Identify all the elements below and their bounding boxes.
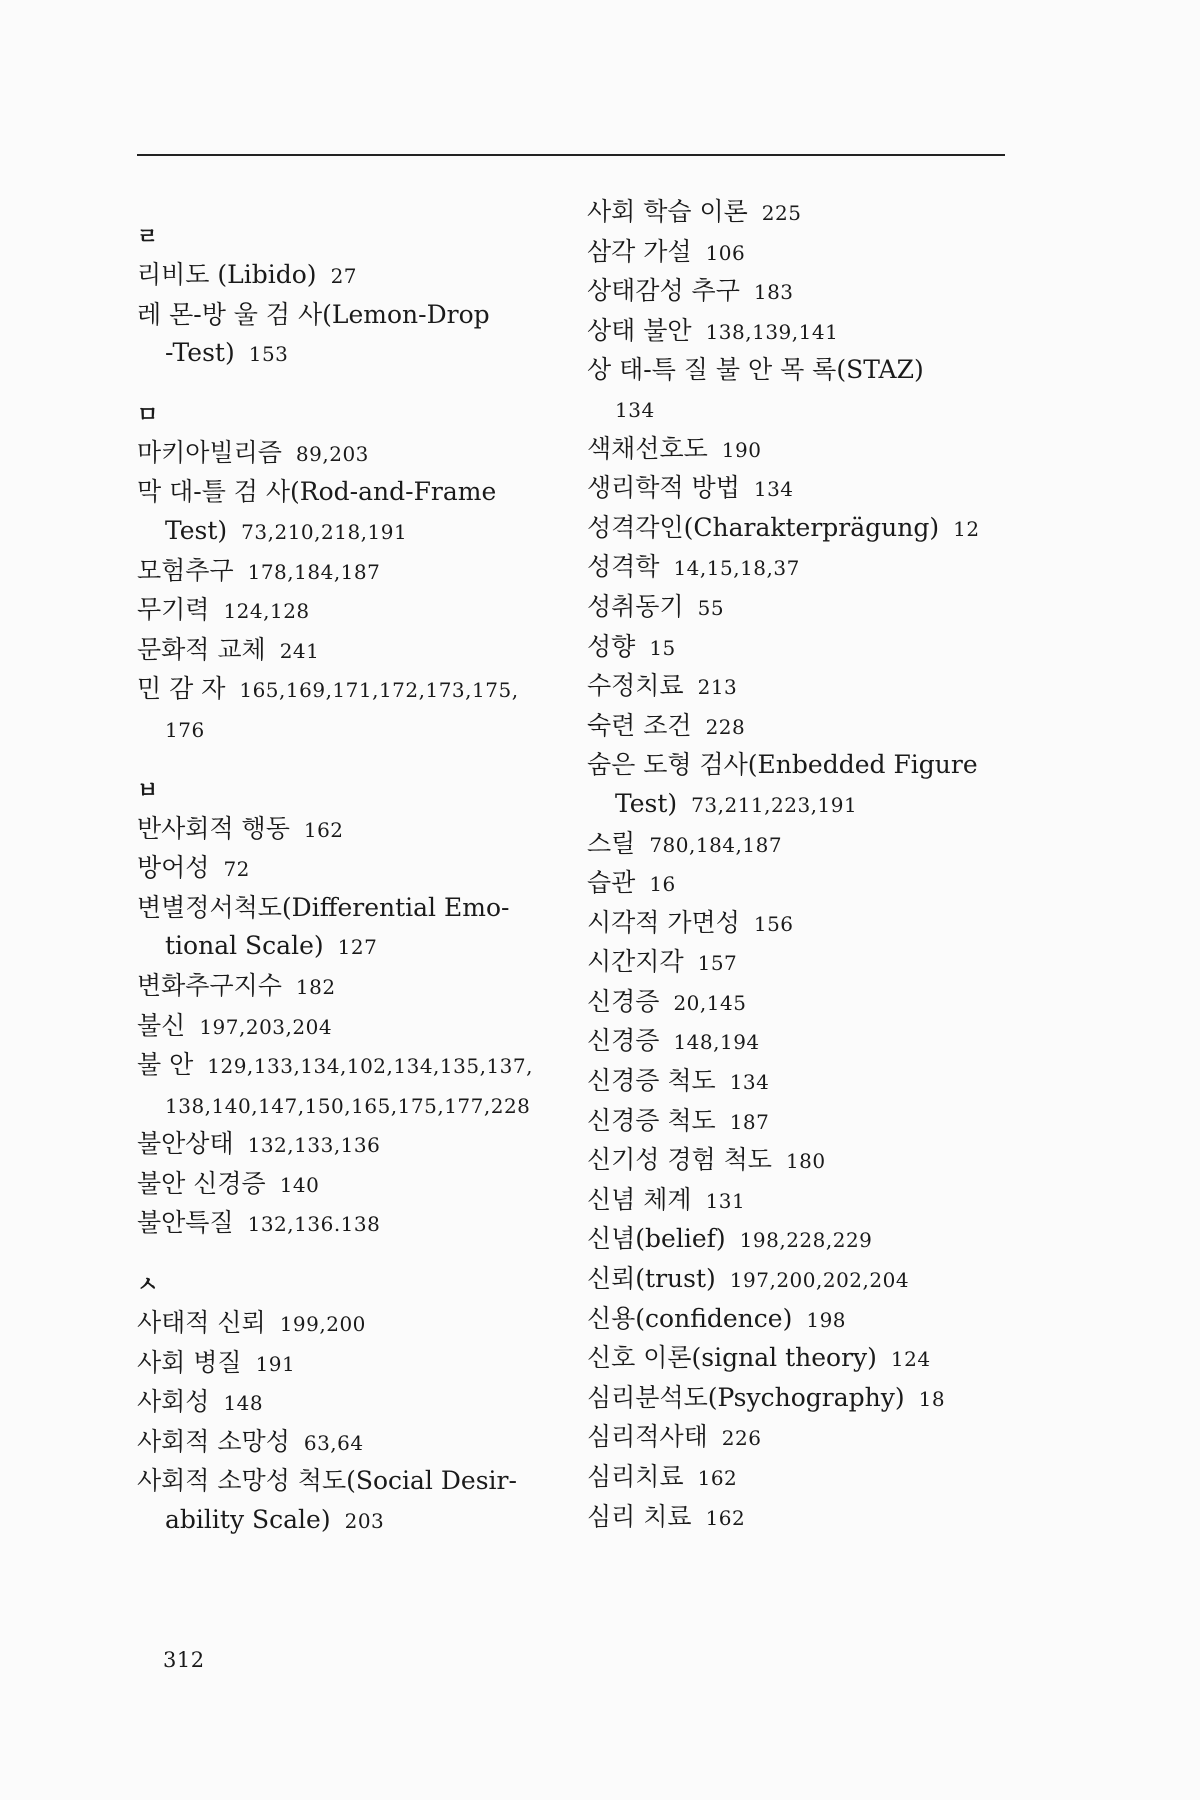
index-entry <box>137 670 577 749</box>
index-pages: 187 <box>729 1109 770 1134</box>
index-pages: 138,140,147,150,165,175,177,228 <box>165 1093 531 1118</box>
index-pages-continuation <box>587 390 1017 430</box>
index-entry <box>137 1462 577 1540</box>
index-term: 습관 <box>587 868 636 898</box>
index-term: 사회 병질 <box>137 1347 242 1377</box>
index-term: 리비도 (Libido) <box>137 260 317 289</box>
index-pages: 182 <box>295 974 336 999</box>
index-pages: 132,136.138 <box>247 1212 381 1237</box>
index-term: 생리학적 방법 <box>587 473 740 503</box>
index-pages: 198 <box>806 1307 847 1332</box>
index-term-continuation-text: ability Scale) <box>165 1505 331 1535</box>
index-term: 신경증 <box>587 1026 660 1056</box>
index-entry <box>137 1383 577 1423</box>
index-term: 문화적 교체 <box>137 634 266 664</box>
index-pages-continuation <box>137 1086 577 1126</box>
index-entry <box>587 1339 1017 1379</box>
index-entry <box>137 473 577 551</box>
index-entry <box>137 1046 577 1125</box>
index-term: 신경증 <box>587 986 660 1016</box>
index-entry <box>137 1165 577 1205</box>
index-pages: 12 <box>953 516 980 541</box>
index-entry <box>587 1498 1017 1538</box>
index-term: 불안 신경증 <box>137 1168 266 1198</box>
index-term: 신경증 척도 <box>587 1105 716 1135</box>
index-entry <box>137 631 577 671</box>
index-entry <box>587 233 1017 273</box>
index-term: 사태적 신뢰 <box>137 1308 266 1338</box>
top-rule <box>137 154 1005 156</box>
index-entry <box>587 272 1017 312</box>
index-entry <box>137 256 577 296</box>
index-term: 사회 학습 이론 <box>587 197 748 226</box>
index-pages: 138,139,141 <box>705 319 839 344</box>
right-column <box>587 193 1017 1537</box>
index-term-continuation <box>137 1501 577 1541</box>
index-pages: 197,203,204 <box>199 1014 333 1039</box>
index-term: 신념(belief) <box>587 1224 726 1254</box>
index-term: 불안상태 <box>137 1129 234 1159</box>
index-term: 상태감성 추구 <box>587 276 740 306</box>
index-pages: 162 <box>697 1466 738 1490</box>
index-pages: 203 <box>344 1509 385 1534</box>
index-entry <box>137 591 577 631</box>
index-entry <box>587 943 1017 983</box>
index-pages: 14,15,18,37 <box>673 556 800 581</box>
index-pages: 106 <box>705 240 746 265</box>
index-entry <box>587 1141 1017 1181</box>
index-term: 성격학 <box>587 552 660 582</box>
index-entry <box>587 707 1017 747</box>
index-entry <box>137 1423 577 1463</box>
index-pages: 20,145 <box>673 990 747 1015</box>
index-pages: 134 <box>753 477 794 502</box>
index-entry <box>587 588 1017 628</box>
index-term-continuation <box>137 512 577 552</box>
index-pages: 134 <box>729 1070 770 1095</box>
index-pages: 241 <box>279 638 320 663</box>
index-entry <box>587 312 1017 352</box>
index-entry <box>137 552 577 592</box>
index-term: 숨은 도형 검사(Enbedded Figure <box>587 750 978 780</box>
index-term: 신념 체계 <box>587 1184 692 1214</box>
index-term-continuation-text: -Test) <box>165 338 235 368</box>
index-pages: 63,64 <box>303 1430 364 1455</box>
index-term-continuation <box>587 785 1017 825</box>
index-pages: 165,169,171,172,173,175, <box>239 678 519 703</box>
index-pages: 191 <box>255 1351 296 1376</box>
index-entry <box>137 1125 577 1165</box>
page-number: 312 <box>163 1648 205 1672</box>
index-term: 사회성 <box>137 1387 210 1417</box>
index-term-continuation-text: tional Scale) <box>165 931 324 961</box>
index-pages: 162 <box>705 1505 746 1530</box>
index-term: 숙련 조건 <box>587 710 692 740</box>
index-pages: 72 <box>223 857 250 882</box>
index-term: 사회적 소망성 척도(Social Desir- <box>137 1466 517 1496</box>
index-entry <box>587 193 1017 233</box>
index-entry <box>587 1300 1017 1340</box>
index-term: 성취동기 <box>587 591 684 621</box>
index-pages: 176 <box>165 717 205 742</box>
index-pages: 27 <box>330 264 358 288</box>
index-pages: 226 <box>721 1426 762 1451</box>
index-pages: 16 <box>649 872 676 897</box>
index-entry <box>587 1418 1017 1458</box>
index-entry <box>587 746 1017 824</box>
index-pages: 190 <box>721 437 762 462</box>
index-pages: 183 <box>753 280 794 305</box>
index-term: 불신 <box>137 1010 186 1040</box>
index-entry <box>137 1007 577 1047</box>
index-term-continuation-text: Test) <box>615 788 678 818</box>
index-term: 시간지각 <box>587 947 684 977</box>
index-pages: 124,128 <box>223 599 310 624</box>
index-pages: 199,200 <box>279 1312 366 1337</box>
index-entry <box>137 296 577 374</box>
index-entry <box>137 1344 577 1384</box>
index-term: 무기력 <box>137 595 210 625</box>
index-pages: 228 <box>705 714 746 739</box>
index-pages: 131 <box>705 1188 746 1213</box>
index-pages: 134 <box>615 397 655 422</box>
index-pages: 153 <box>248 342 289 367</box>
index-term: 불안특질 <box>137 1208 234 1238</box>
index-term: 변별정서척도(Differential Emo- <box>137 892 510 922</box>
index-term: 시각적 가면성 <box>587 907 740 937</box>
index-term: 신용(confidence) <box>587 1303 793 1333</box>
index-entry <box>587 1062 1017 1102</box>
index-pages: 213 <box>697 675 738 700</box>
index-term: 심리 치료 <box>587 1501 692 1531</box>
index-term: 모험추구 <box>137 555 234 585</box>
section-letter: ㅁ <box>137 401 159 428</box>
index-term: 수정치료 <box>587 671 684 701</box>
index-pages: 15 <box>649 635 676 660</box>
index-term: 사회적 소망성 <box>137 1426 290 1456</box>
index-entry <box>587 1260 1017 1300</box>
index-entry <box>587 1458 1017 1498</box>
index-term: 상 태-특 질 불 안 목 록(STAZ) <box>587 355 924 385</box>
index-pages: 198,228,229 <box>739 1228 873 1253</box>
index-entry <box>137 1204 577 1244</box>
index-entry <box>137 434 577 474</box>
index-entry <box>587 628 1017 668</box>
index-term-continuation <box>137 334 577 374</box>
index-pages: 73,210,218,191 <box>241 519 408 544</box>
index-term: 신뢰(trust) <box>587 1264 716 1294</box>
index-entry <box>137 810 577 850</box>
index-pages: 178,184,187 <box>247 559 381 584</box>
index-entry <box>587 864 1017 904</box>
index-pages: 140 <box>279 1172 320 1197</box>
index-entry <box>137 889 577 967</box>
index-pages-continuation <box>137 710 577 750</box>
section-letter: ㅅ <box>137 1272 159 1299</box>
index-term-continuation-text: Test) <box>165 515 228 545</box>
index-entry <box>137 1304 577 1344</box>
index-entry <box>587 548 1017 588</box>
index-term: 심리치료 <box>587 1462 684 1491</box>
index-pages: 148,194 <box>673 1030 760 1055</box>
index-entry <box>587 509 1017 549</box>
index-entry <box>587 1220 1017 1260</box>
index-term: 방어성 <box>137 853 210 883</box>
index-pages: 780,184,187 <box>649 832 783 857</box>
index-pages: 18 <box>918 1386 946 1411</box>
index-entry <box>587 667 1017 707</box>
index-entry <box>587 1102 1017 1142</box>
left-column <box>137 182 577 1541</box>
index-entry <box>137 849 577 889</box>
index-pages: 55 <box>697 595 725 620</box>
index-term: 민 감 자 <box>137 674 226 704</box>
index-term: 막 대-틀 검 사(Rod-and-Frame <box>137 477 497 507</box>
index-term: 스릴 <box>587 828 636 858</box>
index-entry <box>587 1181 1017 1221</box>
index-term: 반사회적 행동 <box>137 813 290 843</box>
index-pages: 225 <box>761 201 802 225</box>
index-pages: 89,203 <box>295 441 369 466</box>
index-term: 레 몬-방 울 검 사(Lemon-Drop <box>137 299 490 329</box>
section-letter: ㅂ <box>137 777 159 804</box>
index-entry <box>587 1379 1017 1419</box>
index-term: 성향 <box>587 631 636 661</box>
index-pages: 197,200,202,204 <box>729 1268 910 1293</box>
index-term-continuation <box>137 927 577 967</box>
index-term: 불 안 <box>137 1050 194 1080</box>
index-pages: 148 <box>223 1391 264 1416</box>
index-term: 색채선호도 <box>587 433 708 463</box>
index-entry <box>587 469 1017 509</box>
index-term: 심리적사태 <box>587 1422 708 1452</box>
section-letter: ㄹ <box>137 224 159 250</box>
index-term: 신기성 경험 척도 <box>587 1145 772 1175</box>
index-pages: 127 <box>337 935 378 960</box>
index-term: 신경증 척도 <box>587 1066 716 1096</box>
index-term: 신호 이론(signal theory) <box>587 1343 877 1373</box>
index-entry <box>587 430 1017 470</box>
index-term: 성격각인(Charakterprägung) <box>587 512 940 542</box>
index-pages: 132,133,136 <box>247 1133 381 1158</box>
index-pages: 73,211,223,191 <box>691 792 858 817</box>
index-pages: 180 <box>785 1149 826 1174</box>
index-term: 삼각 가설 <box>587 236 692 266</box>
index-entry <box>587 825 1017 865</box>
index-pages: 124 <box>890 1347 931 1372</box>
index-term: 상태 불안 <box>587 315 692 345</box>
index-pages: 129,133,134,102,134,135,137, <box>207 1054 533 1079</box>
index-pages: 162 <box>303 817 344 842</box>
index-term: 심리분석도(Psychography) <box>587 1382 905 1412</box>
index-entry <box>587 351 1017 429</box>
index-pages: 156 <box>753 911 794 936</box>
index-entry <box>137 967 577 1007</box>
index-pages: 157 <box>697 951 738 976</box>
index-entry <box>587 983 1017 1023</box>
index-entry <box>587 904 1017 944</box>
index-term: 변화추구지수 <box>137 970 282 1000</box>
index-entry <box>587 1022 1017 1062</box>
index-term: 마키아빌리즘 <box>137 437 282 467</box>
